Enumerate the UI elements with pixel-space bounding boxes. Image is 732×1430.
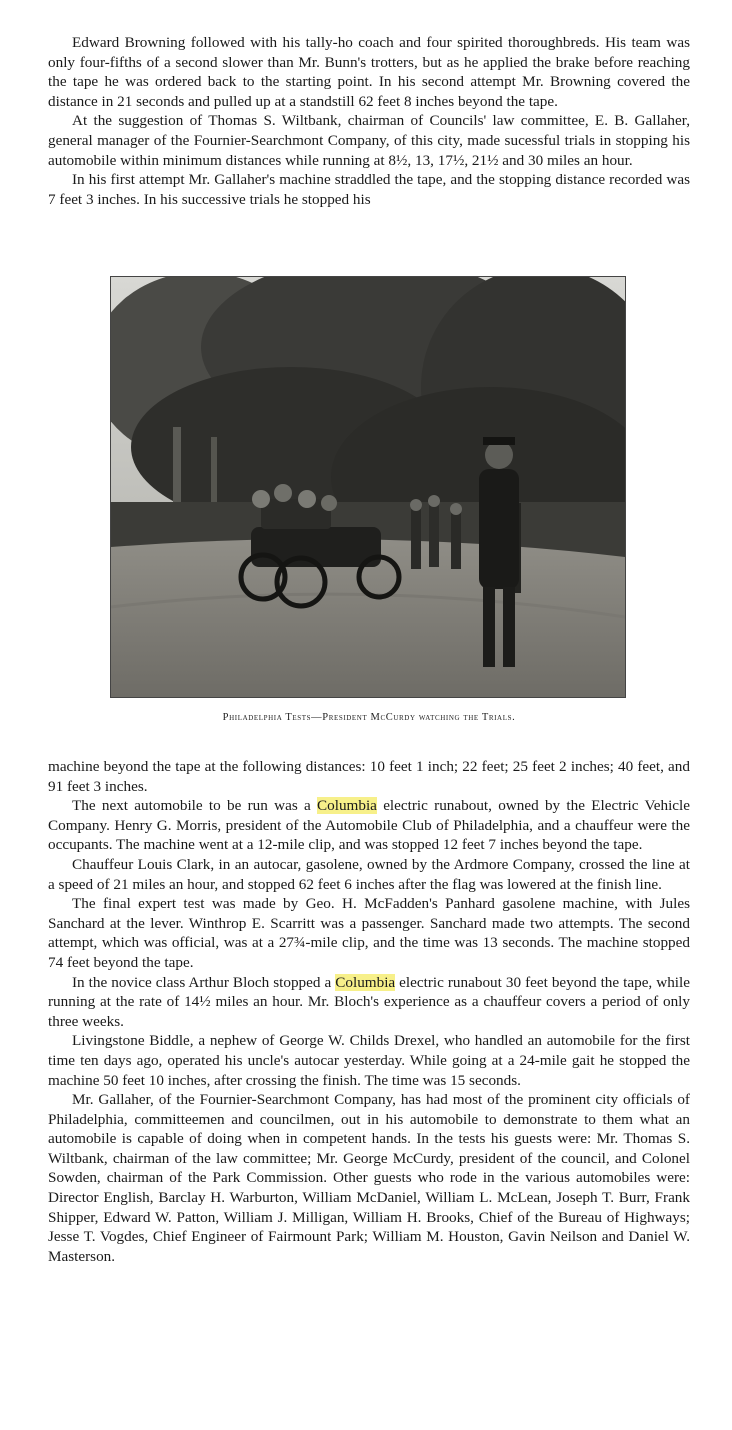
bottom-text-block (48, 757, 690, 1266)
highlighted-term: Columbia (317, 797, 377, 815)
top-text-block (48, 33, 690, 209)
paragraph-browning: Edward Browning followed with his tally-ho coach and four spirited thoroughbreds. His team was only four-fifths of a second slower than Mr. Bunn's trotters, but as he applied the brake before reaching the tape he was ordered back to the starting point. In his second attempt Mr. Browning covered the distance in 21 seconds and pulled up at a standstill 62 feet 8 inches beyond the tape. (48, 34, 690, 110)
paragraph-guests: Mr. Gallaher, of the Fournier-Searchmont Company, has had most of the prominent city officials of Philadelphia, committeemen and councilmen, out in his automobile to demonstrate to them what an automobile is capable of doing when in competent hands. In the tests his guests were: Mr. Thomas S. Wiltbank, chairman of the law committee; Mr. George McCurdy, president of the council, and Colonel Sowden, chairman of the Park Commission. Other guests who rode in the various automobiles were: Director English, Barclay H. Warburton, William McDaniel, William L. McLean, Joseph T. Burr, Frank Shipper, Edward W. Patton, William J. Milligan, William H. Brooks, Chief of the Bureau of Highways; Jesse T. Vogdes, Chief Engineer of Fairmount Park; William M. Houston, Gavin Neilson and Daniel W. Masterson. (48, 1091, 690, 1265)
paragraph-columbia-morris: The next automobile to be run was a Columbia electric runabout, owned by the Electric Vehicle Company. Henry G. Morris, president of the Automobile Club of Philadelphia, and a chauffeur were the occupants. The machine went at a 12-mile clip, and was stopped 12 feet 7 inches beyond the tape. (48, 797, 690, 854)
trial-photograph (110, 276, 626, 698)
paragraph-gallaher-first-attempt: In his first attempt Mr. Gallaher's machine straddled the tape, and the stopping distance recorded was 7 feet 3 inches. In his successive trials he stopped his (48, 171, 690, 208)
paragraph-clark: Chauffeur Louis Clark, in an autocar, gasolene, owned by the Ardmore Company, crossed the line at a speed of 21 miles an hour, and stopped 62 feet 6 inches after the flag was lowered at the finish line. (48, 855, 690, 893)
paragraph-bloch: In the novice class Arthur Bloch stopped a Columbia electric runabout 30 feet beyond the tape, while running at the rate of 14½ miles an hour. Mr. Bloch's experience as a chauffeur covers a period of only three weeks. (48, 973, 690, 1030)
photo-illustration (111, 277, 625, 697)
paragraph-biddle: Livingstone Biddle, a nephew of George W. Childs Drexel, who handled an automobile for the first time ten days ago, operated his uncle's autocar yesterday. While going at a 24-mile gait he stopped the machine 50 feet 10 inches, after crossing the finish. The time was 15 seconds. (48, 1032, 690, 1089)
highlighted-term: Columbia (335, 973, 396, 991)
paragraph-mcfadden: The final expert test was made by Geo. H. McFadden's Panhard gasolene machine, with Jules Sanchard at the lever. Winthrop E. Scarritt was a passenger. Sanchard made two attempts. The second attempt, which was official, was at a 27¾-mile clip, and the time was 13 seconds. The machine stopped 74 feet beyond the tape. (48, 895, 690, 971)
photo-caption: Philadelphia Tests—President McCurdy watching the Trials. (222, 712, 516, 723)
paragraph-distances: machine beyond the tape at the following distances: 10 feet 1 inch; 22 feet; 25 feet 2 inches; 40 feet, and 91 feet 3 inches. (48, 758, 690, 795)
paragraph-gallaher-suggestion: At the suggestion of Thomas S. Wiltbank, chairman of Councils' law committee, E. B. Gallaher, general manager of the Fournier-Searchmont Company, of this city, made sucessful trials in stopping his automobile within minimum distances while running at 8½, 13, 17½, 21½ and 30 miles an hour. (48, 112, 690, 169)
